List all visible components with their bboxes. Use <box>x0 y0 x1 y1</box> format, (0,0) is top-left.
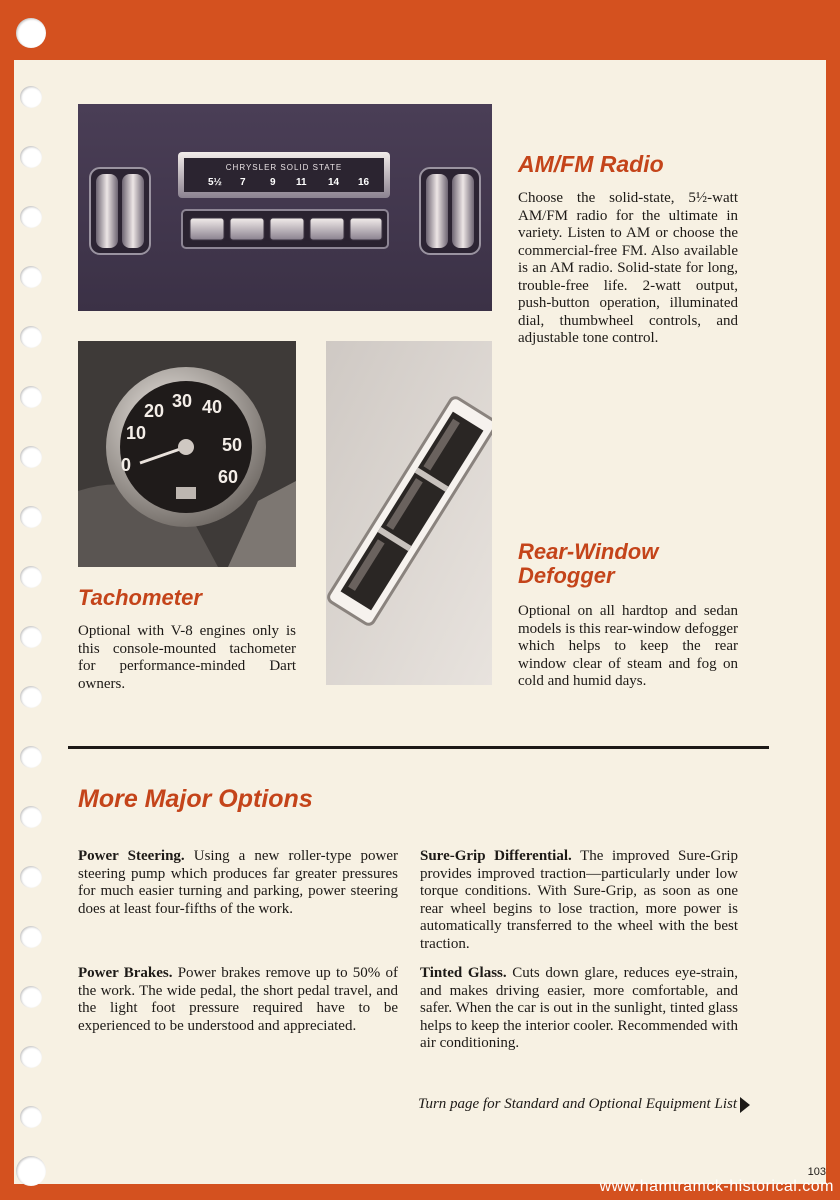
radio-faceplate-label: CHRYSLER SOLID STATE <box>225 163 343 172</box>
binder-hole <box>20 86 42 108</box>
arrow-right-icon <box>740 1097 750 1113</box>
binder-hole <box>20 626 42 648</box>
binder-hole <box>20 266 42 288</box>
watermark: www.hamtramck-historical.com <box>599 1178 834 1195</box>
radio-photo <box>78 104 492 311</box>
options-heading: More Major Options <box>78 785 313 813</box>
page-number: 103 <box>807 1166 826 1178</box>
option-title: Power Brakes. <box>78 965 173 981</box>
tachometer-photo <box>78 341 296 567</box>
binder-hole <box>20 206 42 228</box>
radio-heading: AM/FM Radio <box>518 151 664 177</box>
binder-hole <box>20 866 42 888</box>
tach-dial-number: 10 <box>125 423 147 443</box>
binder-hole <box>20 326 42 348</box>
binder-hole <box>20 806 42 828</box>
radio-dial-number: 16 <box>358 177 370 188</box>
defogger-illustration <box>326 341 492 685</box>
defogger-heading-line2: Defogger <box>518 563 615 589</box>
tachometer-illustration <box>78 341 296 567</box>
radio-description: Choose the solid-state, 5½-watt AM/FM radio for the ultimate in variety. Listen to AM or choose the commercial-free FM. Also available is an AM radio. Solid-state for long, trouble-free life. 2-watt output, push-button operation, illuminated dial, thumbwheel controls, and adjustable tone control. <box>518 190 738 346</box>
option-text: Power brakes remove up to 50% of the work. The wide pedal, the short pedal travel, and the light foot pressure required have to be experienced to be understood and appreciated. <box>78 965 398 1034</box>
tach-dial-number: 40 <box>201 397 223 417</box>
radio-dial-number: 7 <box>240 177 246 188</box>
radio-dial-number: 14 <box>328 177 340 188</box>
option-title: Tinted Glass. <box>420 965 507 981</box>
binder-hole <box>16 18 46 48</box>
tach-dial-number: 50 <box>221 435 243 455</box>
option-power-steering <box>78 848 398 918</box>
radio-dial-number: 5½ <box>208 177 222 188</box>
defogger-heading-line1: Rear-Window <box>518 539 659 564</box>
option-tinted-glass <box>420 965 738 1053</box>
tachometer-description: Optional with V-8 engines only is this console-mounted tachometer for performance-minded Dart owners. <box>78 623 296 692</box>
binder-hole <box>20 1106 42 1128</box>
tach-dial-number: 30 <box>171 391 193 411</box>
radio-dial-number: 9 <box>270 177 276 188</box>
binder-hole <box>20 566 42 588</box>
option-title: Sure-Grip Differential. <box>420 848 572 864</box>
binder-hole <box>20 746 42 768</box>
option-text: Cuts down glare, reduces eye-strain, and makes driving easier, more comfortable, and safer. When the car is out in the sunlight, tinted glass helps to keep the interior cooler. Recommended with air conditioning. <box>420 965 739 1051</box>
turn-page-note <box>418 1096 750 1113</box>
radio-dial-number: 11 <box>296 177 307 188</box>
turn-page-text: Turn page for Standard and Optional Equipment List <box>417 1096 737 1112</box>
binder-hole <box>20 986 42 1008</box>
radio-illustration <box>78 104 492 311</box>
binder-hole <box>20 386 42 408</box>
binder-hole <box>20 686 42 708</box>
binder-hole <box>20 926 42 948</box>
option-text: The improved Sure-Grip provides improved traction—particularly under low torque conditions. With Sure-Grip, as soon as one rear wheel begins to lose traction, more power is automatically transferred to the wheel with the best traction. <box>420 848 738 952</box>
tach-dial-number: 60 <box>217 467 239 487</box>
binder-hole <box>20 506 42 528</box>
option-title: Power Steering. <box>78 848 185 864</box>
option-sure-grip <box>420 848 738 953</box>
defogger-description: Optional on all hardtop and sedan models is this rear-window defogger which helps to keep the rear window clear of steam and fog on cold and humid days. <box>518 603 738 689</box>
defogger-heading <box>518 540 658 588</box>
defogger-photo <box>326 341 492 685</box>
binder-hole <box>20 446 42 468</box>
binder-hole <box>20 1046 42 1068</box>
option-power-brakes <box>78 965 398 1035</box>
tachometer-heading: Tachometer <box>78 585 202 610</box>
tach-dial-number: 20 <box>143 401 165 421</box>
binder-hole <box>16 1156 46 1186</box>
tach-dial-number: 0 <box>120 455 132 475</box>
option-text: Using a new roller-type power steering pump which produces far greater pressures for much easier turning and parking, power steering does at least four-fifths of the work. <box>78 848 398 917</box>
binder-hole <box>20 146 42 168</box>
section-divider <box>68 746 769 749</box>
